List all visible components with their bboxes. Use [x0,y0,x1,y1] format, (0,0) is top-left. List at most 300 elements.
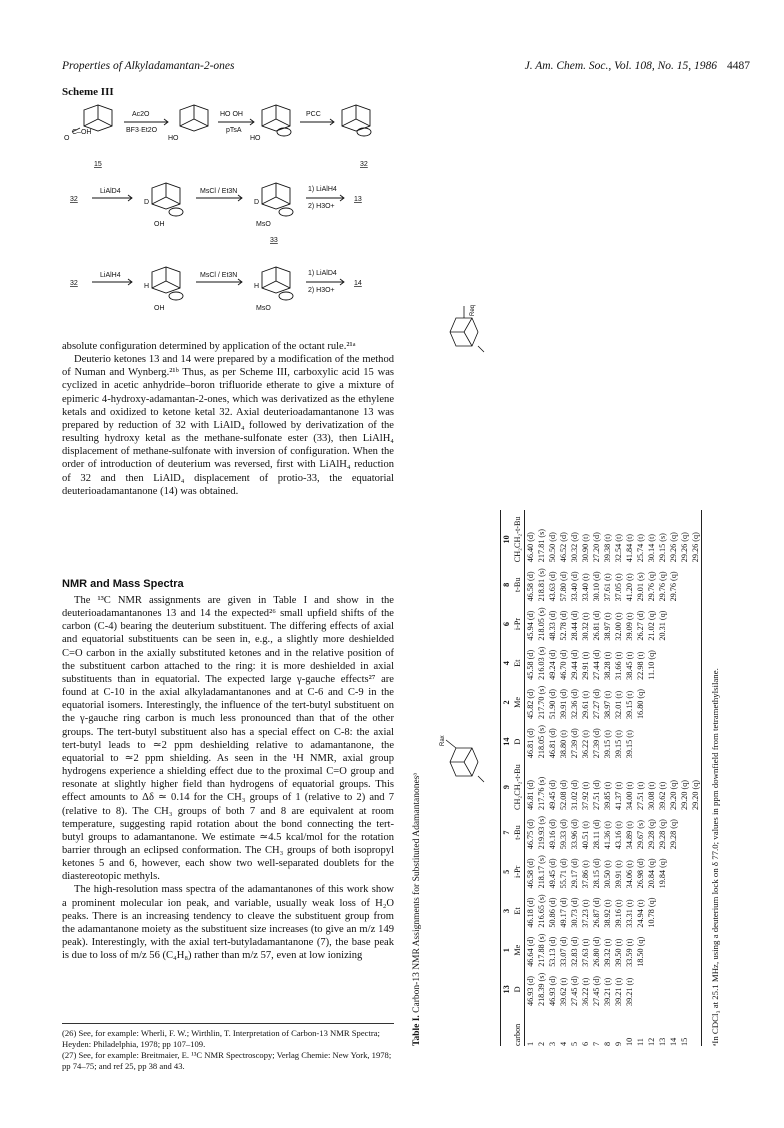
carbon-number: 15 [680,1037,689,1046]
shift-value [690,849,702,888]
r2-reagent2: MsCl / Et3N [200,188,238,195]
shift-value [679,680,690,719]
shift-value: 49.17 (d) [559,897,568,928]
shift-value: 217.81 (s) [537,529,546,563]
shift-value: 39.32 (t) [603,938,612,967]
shift-value: 45.94 (d) [526,610,535,641]
shift-value: 50.50 (d) [548,532,557,563]
shift-value: 55.71 (d) [559,858,568,889]
col-substituent: i-Pr [512,601,525,640]
shift-value [646,967,657,1006]
shift-value [635,719,646,758]
shift-value: 38.45 (t) [625,651,634,680]
shift-value: 218.05 (s) [537,725,546,759]
shift-value: 39.15 (t) [603,730,612,759]
r2-reagent3-top: 1) LiAlH4 [308,186,337,193]
oh-label-2: OH [154,305,165,312]
shift-value: 28.44 (d) [570,610,579,641]
shift-value: 49.45 (d) [548,779,557,810]
shift-value: 45.82 (d) [526,689,535,720]
shift-value: 27.45 (d) [570,975,579,1006]
r1-reagent3: PCC [306,111,321,118]
shift-value: 49.45 (d) [548,858,557,889]
shift-value [679,928,690,967]
compound-32-row2: 32 [70,196,78,203]
compound-33: 33 [270,237,278,244]
shift-value [679,601,690,640]
ho-label-2: HO [250,135,261,142]
shift-value: 26.81 (d) [592,610,601,641]
table-row [580,510,591,1046]
shift-value: 29.28 (q) [658,819,667,850]
shift-value: 29.01 (s) [636,572,645,602]
col-substituent: CH₂CH₂-t-Bu [512,758,525,810]
shift-value: 46.64 (d) [526,936,535,967]
table-rotated [408,82,764,1050]
shift-value: 217.76 (s) [537,776,546,810]
carbon-number: 7 [592,1041,601,1046]
shift-value: 37.05 (t) [614,573,623,602]
table-region [408,82,764,1050]
shift-value [657,719,668,758]
running-header-right [525,60,750,72]
shift-value [657,641,668,680]
shift-value: 39.09 (t) [625,612,634,641]
shift-value: 29.26 (q) [690,510,702,562]
shift-value: 39.15 (t) [625,690,634,720]
shift-value: 30.32 (d) [570,532,579,563]
shift-value: 26.80 (d) [592,936,601,967]
shift-value: 39.85 (t) [603,781,612,810]
shift-value: 217.70 (s) [537,685,546,720]
shift-value [668,601,679,640]
table-row [591,510,602,1046]
shift-value: 28.15 (d) [592,858,601,889]
shift-value [657,928,668,967]
nmr-table [500,510,702,1046]
shift-value [646,719,657,758]
table-row [569,510,580,1046]
shift-value: 37.23 (t) [581,899,590,928]
table-row [525,510,537,1046]
r3-reagent1: LiAlH4 [100,272,121,279]
col-num: 9 [501,758,513,810]
section-heading: NMR and Mass Spectra [62,578,184,590]
carbon-header-spacer [501,1006,513,1046]
shift-value: 29.26 (q) [680,532,689,563]
shift-value: 26.87 (d) [592,897,601,928]
shift-value: 22.98 (t) [636,651,645,680]
compound-13: 13 [354,196,362,203]
shift-value: 27.44 (d) [592,649,601,680]
shift-value: 39.62 (t) [658,781,667,810]
shift-value: 36.22 (t) [581,730,590,759]
mso-label-1: MsO [256,221,271,228]
shift-value: 29.20 (q) [680,779,689,810]
shift-value [657,888,668,927]
shift-value [679,562,690,601]
shift-value: 46.93 (d) [526,975,535,1006]
compound-32-row3: 32 [70,280,78,287]
shift-value [657,967,668,1006]
shift-value [679,641,690,680]
shift-value: 29.67 (s) [636,820,645,850]
shift-value: 21.02 (q) [647,610,656,641]
footnote-26: (26) See, for example: Wherli, F. W.; Wirthlin, T. Interpretation of Carbon-13 NMR Spectra; Heyden: Philadelphia, 1978; pp 107–109. [62,1028,380,1049]
shift-value: 29.28 (q) [669,819,678,850]
shift-value: 39.15 (t) [625,730,634,759]
shift-value: 38.92 (t) [603,899,612,928]
h-label-2: H [254,283,260,290]
body-paragraphs-nmr [62,594,394,962]
shift-value [646,928,657,967]
shift-value: 20.84 (q) [647,858,656,889]
paragraph-mass-spectra: The high-resolution mass spectra of the adamantanones of this work show a prominent molecular ion peak, and variable, usually weak loss of H₂O peaks. There is an increasing tendency to cleave the substituent group from the adamantanone moiety as the substituent size increases (to give an m/z 149 peak). Interestingly, with the axial tert-butyladamantanone (7), the base peak is due to loss of m/z 56 (C₄H₈) rather than m/z 57, even at low ionizing [62,884,394,962]
shift-value: 29.76 (q) [647,571,656,602]
table-row [668,510,679,1046]
shift-value [679,967,690,1006]
compound-32: 32 [360,161,368,168]
shift-value: 29.61 (t) [581,690,590,720]
shift-value: 24.94 (t) [636,899,645,928]
running-header-left: Properties of Alkyladamantan-2-ones [62,60,235,72]
shift-value: 39.21 (t) [625,977,634,1006]
shift-value: 27.39 (d) [570,728,579,759]
col-substituent: Et [512,888,525,927]
shift-value: 39.15 (t) [614,730,623,759]
col-substituent: D [512,719,525,758]
compound-14: 14 [354,280,362,287]
shift-value: 45.58 (d) [526,649,535,680]
carbon-number: 12 [647,1037,656,1046]
shift-value: 46.81 (d) [526,728,535,759]
table-row [536,510,547,1046]
shift-value: 46.52 (d) [559,532,568,563]
shift-value [679,849,690,888]
shift-value: 31.02 (d) [570,779,579,810]
shift-value: 46.70 (d) [559,649,568,680]
col-num: 4 [501,641,513,680]
carbon-number: 5 [570,1041,579,1046]
r3-reagent3-bottom: 2) H3O+ [308,287,335,294]
shift-value: 29.17 (d) [570,858,579,889]
shift-value: 39.16 (t) [614,899,623,928]
shift-value: 41.37 (t) [614,781,623,810]
shift-value: 46.81 (d) [526,779,535,810]
shift-value: 29.76 (q) [669,571,678,602]
shift-value: 16.80 (q) [636,689,645,720]
table-row [635,510,646,1046]
shift-value: 219.93 (s) [537,815,546,850]
shift-value: 49.16 (d) [548,819,557,850]
carbon-number: 8 [603,1041,612,1046]
shift-value: 26.27 (d) [636,610,645,641]
col-num: 6 [501,601,513,640]
shift-value: 38.80 (t) [559,730,568,759]
carbon-number: 4 [559,1041,568,1046]
reaction-scheme [62,100,392,332]
compound-15: 15 [94,161,102,168]
shift-value: 57.80 (d) [559,571,568,602]
mso-label-2: MsO [256,305,271,312]
shift-value: 216.65 (s) [537,894,546,928]
shift-value: 29.76 (q) [658,571,667,602]
shift-value: 29.20 (q) [669,779,678,810]
shift-value: 19.84 (q) [658,858,667,889]
col-substituent: t-Bu [512,810,525,849]
shift-value: 46.75 (d) [526,819,535,850]
shift-value [690,680,702,719]
scheme-drawing [62,100,392,332]
col-num: 3 [501,888,513,927]
shift-value: 33.96 (d) [570,819,579,850]
shift-value: 46.58 (d) [526,571,535,602]
shift-value: 33.40 (t) [581,573,590,602]
shift-value: 43.63 (d) [548,571,557,602]
shift-value: 33.40 (d) [570,571,579,602]
shift-value: 37.92 (t) [581,781,590,810]
shift-value: 38.28 (t) [603,651,612,680]
carbon-number: 10 [625,1037,634,1046]
carbon-number: 13 [658,1037,667,1046]
shift-value: 27.45 (d) [592,975,601,1006]
table-row [613,510,624,1046]
shift-value [690,719,702,758]
col-num: 13 [501,967,513,1006]
shift-value: 33.31 (t) [625,899,634,928]
shift-value: 218.05 (s) [537,607,546,641]
carbon-number: 9 [614,1041,623,1046]
shift-value: 59.33 (d) [559,819,568,850]
shift-value [690,562,702,601]
shift-value: 46.58 (d) [526,858,535,889]
shift-value: 30.08 (t) [647,781,656,810]
shift-value [668,967,679,1006]
adamantanone-axial-structure [434,730,496,790]
shift-value: 49.24 (d) [548,649,557,680]
col-substituent: t-Bu [512,562,525,601]
shift-value [657,680,668,719]
table-row [558,510,569,1046]
r1-reagent1-top: Ac2O [132,111,150,118]
shift-value: 27.51 (t) [636,781,645,810]
shift-value: 38.97 (t) [603,690,612,720]
shift-value: 30.32 (t) [581,612,590,641]
shift-value [690,928,702,967]
shift-value: 29.28 (q) [647,819,656,850]
col-num: 14 [501,719,513,758]
col-num: 8 [501,562,513,601]
page-number: 4487 [727,60,750,72]
shift-value [679,888,690,927]
shift-value [679,810,690,849]
shift-value: 29.15 (s) [658,533,667,563]
shift-value: 20.31 (q) [658,610,667,641]
shift-value [690,967,702,1006]
table-row [624,510,635,1046]
shift-value: 218.81 (s) [537,568,546,602]
table-row [646,510,657,1046]
shift-value: 43.16 (t) [614,820,623,850]
col-num: 7 [501,810,513,849]
body-paragraphs-top [62,340,394,498]
carbon-number: 2 [537,1041,546,1046]
shift-value: 27.51 (d) [592,779,601,810]
acid-o-label: O [64,135,70,142]
shift-value: 39.38 (t) [603,534,612,563]
shift-value: 32.36 (d) [570,689,579,720]
shift-value: 29.20 (q) [690,758,702,810]
shift-value: 39.62 (t) [559,977,568,1006]
shift-value: 30.50 (t) [603,860,612,889]
shift-value: 30.90 (t) [581,534,590,563]
req-label: Req [470,304,476,316]
shift-value: 41.20 (t) [625,573,634,602]
shift-value [679,719,690,758]
col-num: 5 [501,849,513,888]
shift-value: 37.63 (t) [581,938,590,967]
col-num: 2 [501,680,513,719]
carbon-number: 6 [581,1041,590,1046]
shift-value [668,888,679,927]
table-row [657,510,668,1046]
shift-value: 27.27 (d) [592,689,601,720]
shift-value [668,680,679,719]
r3-reagent2: MsCl / Et3N [200,272,238,279]
shift-value: 33.59 (t) [625,938,634,967]
shift-value: 34.89 (t) [625,820,634,850]
table-row [602,510,613,1046]
shift-value: 50.86 (d) [548,897,557,928]
carbon-number: 1 [526,1041,535,1046]
shift-value: 32.00 (t) [614,612,623,641]
ho-label-1: HO [168,135,179,142]
col-num: 1 [501,928,513,967]
shift-value [690,641,702,680]
shift-value: 26.98 (d) [636,858,645,889]
paragraph-deuterio-ketones: Deuterio ketones 13 and 14 were prepared by a modification of the method of Numan and Wynberg.²¹ᵇ Thus, as per Scheme III, carboxylic acid 15 was cyclized in acetic anhydride–boron trifluoride etherate to give a mixture of epimeric 4-hydroxy-adamantan-2-ones, which was derivatized as the ethylene ketals and oxidized to ketone ketal 32. Axial deuterioadamantanone 13 was prepared by reduction of 32 with LiAlD₄ followed by derivatization of the resulting hydroxy ketal as the methane-sulfonate ester (33), then LiAlH₄ displacement of methane-sulfonate with inversion of configuration. When the order of introduction of deuterium was reversed, first with LiAlH₄ reduction of 32 and then LiAlD₄ displacement of protio-33, the equatorial deuterioadamantanone (14) was obtained. [62,354,394,497]
shift-value: 37.61 (t) [603,573,612,602]
carbon-number: 3 [548,1041,557,1046]
shift-value: 53.13 (d) [548,936,557,967]
carbon-number: 11 [636,1038,645,1046]
footnotes [62,1023,394,1072]
shift-value: 48.33 (d) [548,610,557,641]
col-substituent: i-Pr [512,849,525,888]
shift-value: 27.39 (d) [592,728,601,759]
shift-value [690,601,702,640]
shift-value: 34.06 (t) [625,860,634,889]
table-row [690,510,702,1046]
journal-citation: J. Am. Chem. Soc., Vol. 108, No. 15, 1986 [524,60,717,72]
paragraph-nmr: The ¹³C NMR assignments are given in Table I and show in the deuterioadamantanones 13 and 14 the expected²⁶ small upfield shifts of the carbon (C-4) bearing the deuterium substituent. The differing effects of axial and equatorial substituents can be seen in, e.g., a slightly more deshielded C=O carbon in the axially substituted ketones and in the relative position of the substituent carbon attached to the ring: it is more deshielded in axial substituents than in equatorial. The expected large γ-gauche effects²⁷ are found at C-10 in the axial alkyladamantanones and at C-6 and C-9 in the equatorial isomers. Interestingly, the influence of the tert-butyl substituent on the γ-gauche ring carbon is much less pronounced than that of the other groups. The tert-butyl substituent also has a special effect on C-8: the axial tert-butyl leads to ≃2 ppm deshielding relative to adamantanone, the equatorial to ≃2 ppm shielding. As seen in the ¹H NMR, axial group hydrogens experience a shielding effect due to the proximal C=O group and resonate at slightly higher field than hydrogens of equatorial groups. This effect amounts to Δδ ≃ 0.14 for the CH₃ groups of 1 (relative to 2) and 7 (relative to 8). The CH₃ groups of both 7 and 8 are equivalent at room temperature, suggesting rapid rotation about the bond connecting the tert-butyl groups to adamantanone. We estimate ≃4.5 kcal/mol for the rotation barrier through an eclipsed conformation. The CH₃ groups of both isopropyl ketones 5 and 6, however, each show two well-separated doublets for the diastereotopic methyls. [62,595,394,883]
h-label-1: H [144,283,150,290]
shift-value: 32.01 (t) [614,690,623,720]
table-row [679,510,690,1046]
col-substituent: Me [512,680,525,719]
carbon-number [690,1006,702,1046]
col-substituent: D [512,967,525,1006]
shift-value: 40.51 (t) [581,820,590,850]
shift-value: 46.93 (d) [548,975,557,1006]
r1-reagent2-top: HO OH [220,111,243,118]
shift-value: 29.26 (q) [669,532,678,563]
shift-value: 29.44 (d) [570,649,579,680]
shift-value [690,888,702,927]
shift-value: 33.07 (d) [559,936,568,967]
table-footnote: ᵃIn CDCl₃ at 25.1 MHz, using a deuterium lock on δ 77.0; values in ppm downfield from tetramethylsilane. [710,668,720,1046]
carbon-header: carbon [512,1006,525,1046]
shift-value: 217.88 (s) [537,933,546,967]
shift-value: 30.10 (d) [592,571,601,602]
shift-value: 39.91 (t) [614,860,623,889]
shift-value [690,810,702,849]
shift-value [668,849,679,888]
shift-value: 25.74 (t) [636,534,645,563]
adamantanone-equatorial-structure [434,300,496,360]
shift-value: 31.66 (t) [614,651,623,680]
shift-value [635,967,646,1006]
footnote-27: (27) See, for example: Breitmaier, E. ¹³C NMR Spectroscopy; Verlag Chemie: New York, 1978; pp 74–75; and ref 25, pp 38 and 43. [62,1050,392,1071]
shift-value: 27.20 (d) [592,532,601,563]
paragraph-octant: absolute configuration determined by application of the octant rule.²¹ᵃ [62,341,356,352]
table-row [547,510,558,1046]
shift-value: 10.78 (q) [647,897,656,928]
oh-label-1: OH [154,221,165,228]
shift-value: 18.50 (q) [636,936,645,967]
acid-label: C–OH [72,129,92,136]
shift-value: 32.83 (d) [570,936,579,967]
shift-value [668,641,679,680]
table-caption-text: Carbon-13 NMR Assignments for Substituted Adamantanonesᵃ [412,772,422,1013]
col-substituent: Et [512,641,525,680]
shift-value: 39.50 (t) [614,938,623,967]
col-substituent: CH₂CH₂-t-Bu [512,510,525,562]
r2-reagent1: LiAlD4 [100,188,121,195]
col-num: 10 [501,510,513,562]
shift-value: 37.86 (t) [581,860,590,889]
shift-value: 51.90 (d) [548,689,557,720]
nmr-table-body [525,510,702,1046]
scheme-title: Scheme III [62,86,114,98]
r1-reagent2-bottom: pTsA [226,127,242,134]
shift-value: 38.97 (t) [603,612,612,641]
shift-value: 30.73 (d) [570,897,579,928]
shift-value: 36.22 (t) [581,977,590,1006]
col-substituent: Me [512,928,525,967]
shift-value: 28.11 (d) [592,819,601,850]
shift-value: 46.40 (d) [526,532,535,563]
shift-value: 52.78 (d) [559,610,568,641]
shift-value: 41.84 (t) [625,534,634,563]
shift-value [646,680,657,719]
shift-value: 52.08 (d) [559,779,568,810]
shift-value [668,719,679,758]
shift-value: 218.39 (s) [537,972,546,1006]
d-label-1: D [144,199,150,206]
d-label-2: D [254,199,260,206]
shift-value: 46.81 (d) [548,728,557,759]
table-caption [412,773,423,1046]
shift-value: 39.21 (t) [603,977,612,1006]
shift-value: 216.03 (s) [537,646,546,680]
shift-value: 41.36 (t) [603,820,612,850]
r1-reagent1-bottom: BF3·Et2O [126,127,158,134]
shift-value: 30.14 (t) [647,534,656,563]
table-caption-label: Table I. [412,1015,422,1046]
shift-value: 39.91 (d) [559,689,568,720]
r2-reagent3-bottom: 2) H3O+ [308,203,335,210]
